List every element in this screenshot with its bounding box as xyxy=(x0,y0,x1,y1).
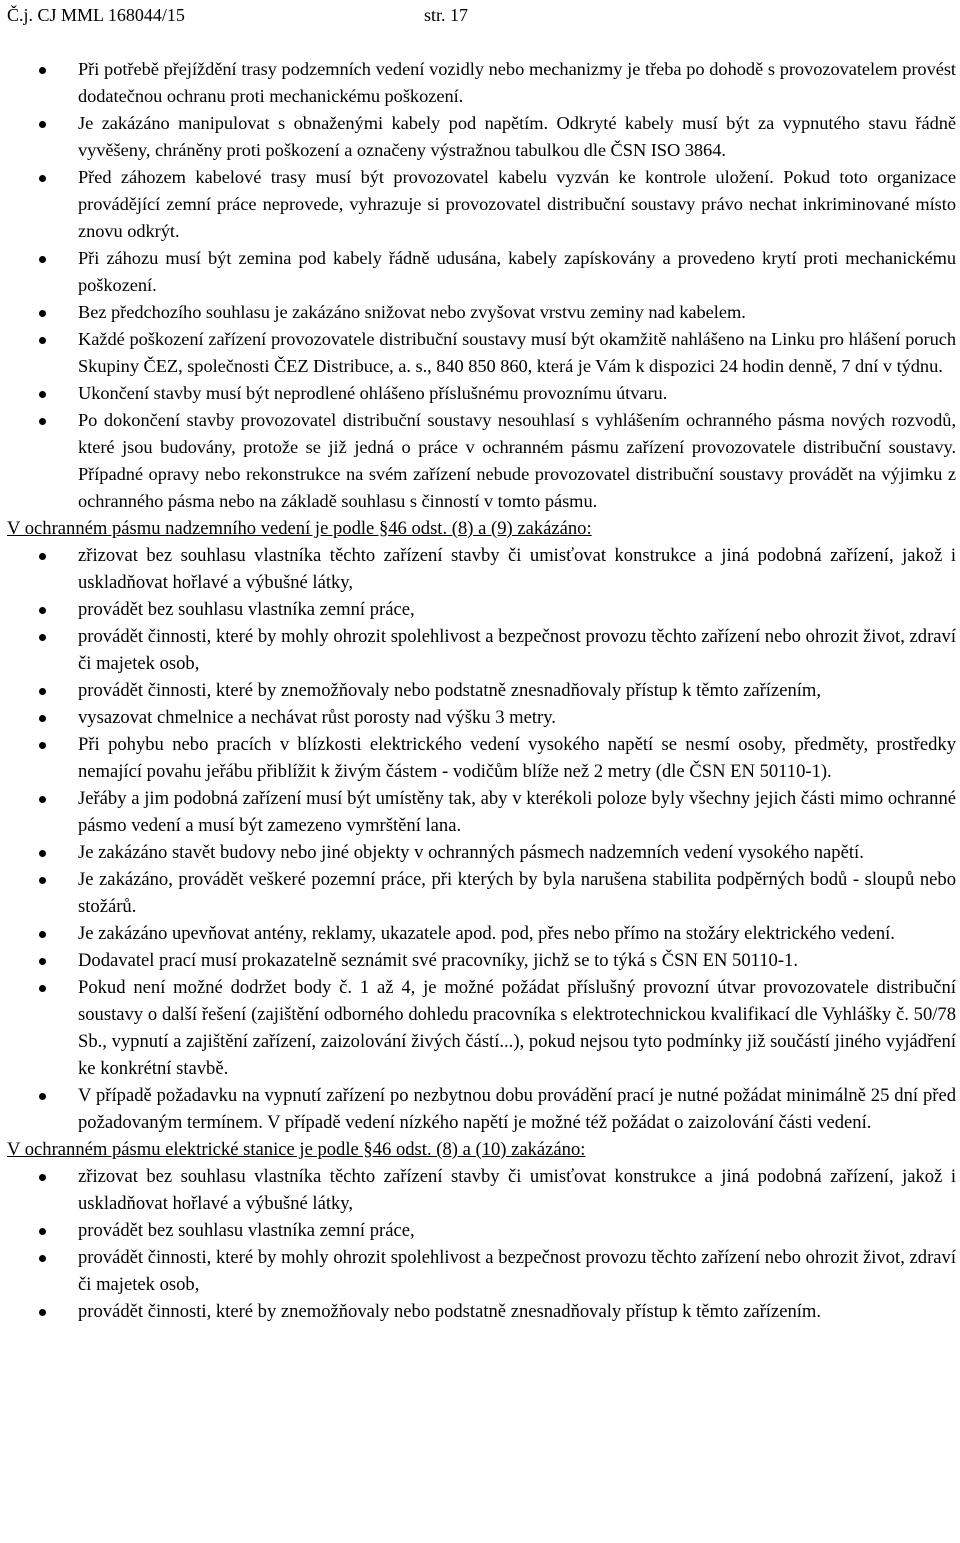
bullet-icon xyxy=(39,553,46,560)
page-header xyxy=(7,0,956,30)
list-item: Ukončení stavby musí být neprodlené ohlášeno příslušnému provoznímu útvaru. xyxy=(7,380,956,407)
bullet-icon xyxy=(39,607,46,614)
bullet-icon xyxy=(39,337,46,344)
bullet-icon xyxy=(39,175,46,182)
section-heading-overhead: V ochranném pásmu nadzemního vedení je podle §46 odst. (8) a (9) zakázáno: xyxy=(7,518,592,539)
underground-rules-list xyxy=(7,56,956,515)
list-item: zřizovat bez souhlasu vlastníka těchto zařízení stavby či umisťovat konstrukce a jiná podobná zařízení, jakož i uskladňovat hořlavé a výbušné látky, xyxy=(7,1163,956,1217)
bullet-icon xyxy=(39,67,46,74)
list-item: zřizovat bez souhlasu vlastníka těchto zařízení stavby či umisťovat konstrukce a jiná podobná zařízení, jakož i uskladňovat hořlavé a výbušné látky, xyxy=(7,542,956,596)
list-item: Před záhozem kabelové trasy musí být provozovatel kabelu vyzván ke kontrole uložení. Pokud toto organizace provádějící zemní práce neprovede, vyhrazuje si provozovatel distribuční soustavy právo nechat inkriminované místo znovu odkrýt. xyxy=(7,164,956,245)
reference-number: Č.j. CJ MML 168044/15 xyxy=(7,5,185,25)
bullet-icon xyxy=(39,1309,46,1316)
list-item: provádět činnosti, které by mohly ohrozit spolehlivost a bezpečnost provozu těchto zařízení nebo ohrozit život, zdraví či majetek osob, xyxy=(7,1244,956,1298)
bullet-icon xyxy=(39,985,46,992)
bullet-icon xyxy=(39,850,46,857)
list-item: Každé poškození zařízení provozovatele distribuční soustavy musí být okamžitě nahlášeno na Linku pro hlášení poruch Skupiny ČEZ, společnosti ČEZ Distribuce, a. s., 840 850 860, která je Vám k dispozici 24 hodin denně, 7 dní v týdnu. xyxy=(7,326,956,380)
bullet-icon xyxy=(39,310,46,317)
bullet-icon xyxy=(39,958,46,965)
bullet-icon xyxy=(39,1255,46,1262)
list-item: V případě požadavku na vypnutí zařízení po nezbytnou dobu provádění prací je nutné požádat minimálně 25 dní před požadovaným termínem. V případě vedení nízkého napětí je možné též požádat o zaizolování části vedení. xyxy=(7,1082,956,1136)
bullet-icon xyxy=(39,742,46,749)
list-item: Při potřebě přejíždění trasy podzemních vedení vozidly nebo mechanizmy je třeba po dohodě s provozovatelem provést dodatečnou ochranu proti mechanickému poškození. xyxy=(7,56,956,110)
bullet-icon xyxy=(39,634,46,641)
list-item: Bez předchozího souhlasu je zakázáno snižovat nebo zvyšovat vrstvu zeminy nad kabelem. xyxy=(7,299,956,326)
bullet-icon xyxy=(39,256,46,263)
overhead-rules-list xyxy=(7,542,956,1136)
bullet-icon xyxy=(39,796,46,803)
bullet-icon xyxy=(39,391,46,398)
list-item: Je zakázáno upevňovat antény, reklamy, ukazatele apod. pod, přes nebo přímo na stožáry elektrického vedení. xyxy=(7,920,956,947)
list-item: Při záhozu musí být zemina pod kabely řádně udusána, kabely zapískovány a provedeno krytí proti mechanickému poškození. xyxy=(7,245,956,299)
list-item: provádět bez souhlasu vlastníka zemní práce, xyxy=(7,596,956,623)
list-item: provádět bez souhlasu vlastníka zemní práce, xyxy=(7,1217,956,1244)
list-item: Je zakázáno manipulovat s obnaženými kabely pod napětím. Odkryté kabely musí být za vypnutého stavu řádně vyvěšeny, chráněny proti poškození a označeny výstražnou tabulkou dle ČSN ISO 3864. xyxy=(7,110,956,164)
bullet-icon xyxy=(39,931,46,938)
list-item: Pokud není možné dodržet body č. 1 až 4, je možné požádat příslušný provozní útvar provozovatele distribuční soustavy o další řešení (zajištění odborného dohledu pracovníka s elektrotechnickou kvalifikací dle Vyhlášky č. 50/78 Sb., vypnutí a zajištění zařízení, zaizolování živých částí...), pokud nejsou tyto podmínky již součástí jiného vyjádření ke konkrétní stavbě. xyxy=(7,974,956,1082)
list-item: Je zakázáno stavět budovy nebo jiné objekty v ochranných pásmech nadzemních vedení vysokého napětí. xyxy=(7,839,956,866)
bullet-icon xyxy=(39,1093,46,1100)
page-number: str. 17 xyxy=(424,5,469,25)
bullet-icon xyxy=(39,877,46,884)
list-item: Po dokončení stavby provozovatel distribuční soustavy nesouhlasí s vyhlášením ochranného pásma nových rozvodů, které jsou budovány, protože se již jedná o práce v ochranném pásmu zařízení provozovatele distribuční soustavy. Případné opravy nebo rekonstrukce na svém zařízení nebude provozovatel distribuční soustavy provádět na výjimku z ochranného pásma nebo na základě souhlasu s činností v tomto pásmu. xyxy=(7,407,956,515)
list-item: provádět činnosti, které by znemožňovaly nebo podstatně znesnadňovaly přístup k těmto zařízením, xyxy=(7,677,956,704)
bullet-icon xyxy=(39,418,46,425)
station-rules-list xyxy=(7,1163,956,1325)
list-item: Při pohybu nebo pracích v blízkosti elektrického vedení vysokého napětí se nesmí osoby, předměty, prostředky nemající povahu jeřábu přiblížit k živým částem - vodičům blíže než 2 metry (dle ČSN EN 50110-1). xyxy=(7,731,956,785)
list-item: Dodavatel prací musí prokazatelně seznámit své pracovníky, jichž se to týká s ČSN EN 50110-1. xyxy=(7,947,956,974)
list-item: Jeřáby a jim podobná zařízení musí být umístěny tak, aby v kterékoli poloze byly všechny jejich části mimo ochranné pásmo vedení a musí být zamezeno vymrštění lana. xyxy=(7,785,956,839)
bullet-icon xyxy=(39,715,46,722)
bullet-icon xyxy=(39,1228,46,1235)
section-heading-station: V ochranném pásmu elektrické stanice je podle §46 odst. (8) a (10) zakázáno: xyxy=(7,1139,586,1160)
list-item: Je zakázáno, provádět veškeré pozemní práce, při kterých by byla narušena stabilita podpěrných bodů - sloupů nebo stožárů. xyxy=(7,866,956,920)
bullet-icon xyxy=(39,1174,46,1181)
bullet-icon xyxy=(39,688,46,695)
bullet-icon xyxy=(39,121,46,128)
list-item: provádět činnosti, které by mohly ohrozit spolehlivost a bezpečnost provozu těchto zařízení nebo ohrozit život, zdraví či majetek osob, xyxy=(7,623,956,677)
list-item: vysazovat chmelnice a nechávat růst porosty nad výšku 3 metry. xyxy=(7,704,956,731)
list-item: provádět činnosti, které by znemožňovaly nebo podstatně znesnadňovaly přístup k těmto zařízením. xyxy=(7,1298,956,1325)
